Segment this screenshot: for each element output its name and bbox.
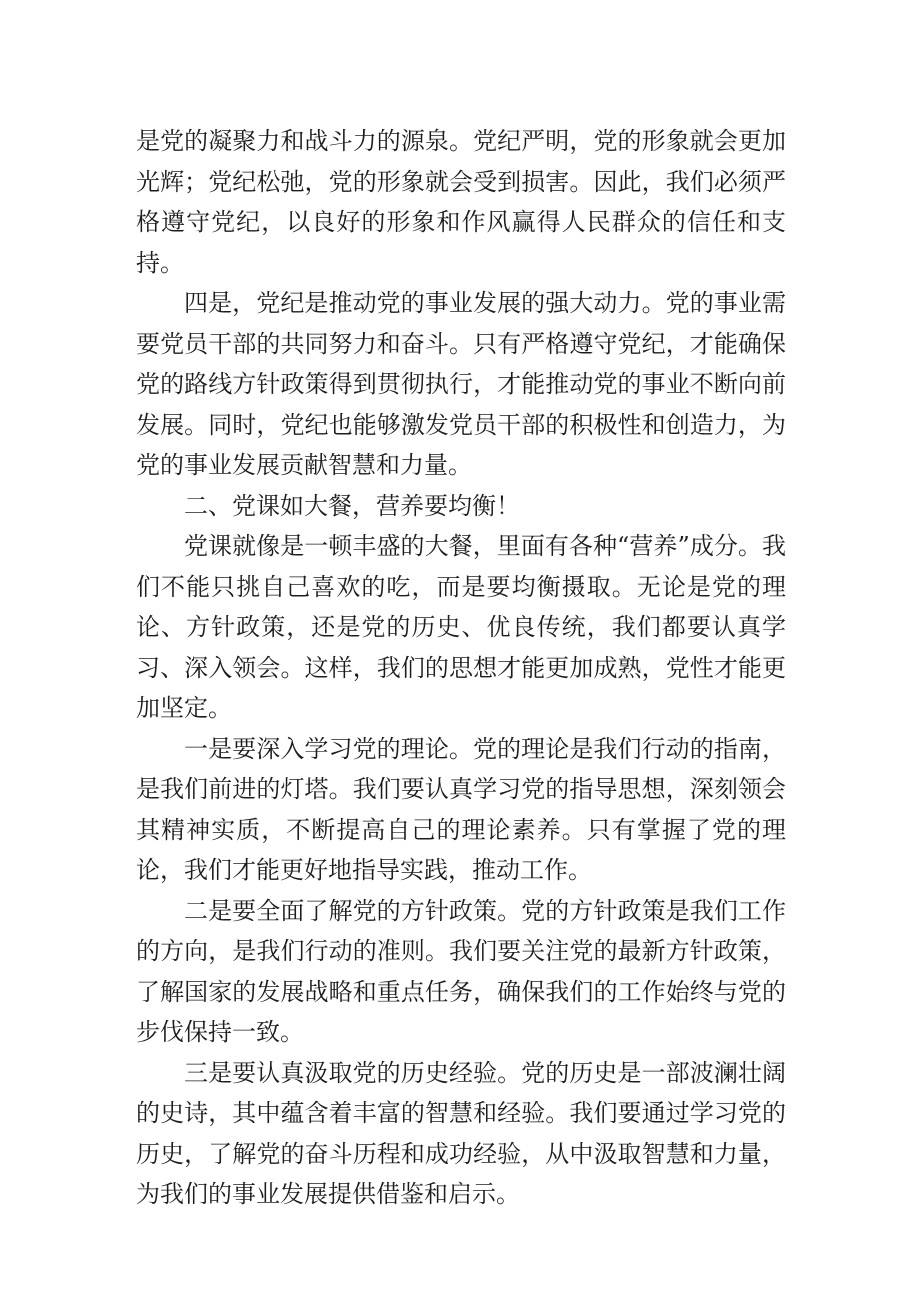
paragraph-point-three-history: 三是要认真汲取党的历史经验。党的历史是一部波澜壮阔的史诗，其中蕴含着丰富的智慧和经验。我们要通过学习党的历史，了解党的奋斗历程和成功经验，从中汲取智慧和力量，为我们的事业发展提供借鉴和启示。 bbox=[136, 1058, 786, 1208]
paragraph-point-two-policy: 二是要全面了解党的方针政策。党的方针政策是我们工作的方向，是我们行动的准则。我们要关注党的最新方针政策，了解国家的发展战略和重点任务，确保我们的工作始终与党的步伐保持一致。 bbox=[136, 896, 786, 1046]
document-body bbox=[136, 121, 786, 1215]
paragraph-point-one-theory: 一是要深入学习党的理论。党的理论是我们行动的指南，是我们前进的灯塔。我们要认真学习党的指导思想，深刻领会其精神实质，不断提高自己的理论素养。只有掌握了党的理论，我们才能更好地指导实践，推动工作。 bbox=[136, 734, 786, 884]
section-heading-two: 二、党课如大餐，营养要均衡！ bbox=[184, 491, 520, 520]
paragraph-party-class-meal: 党课就像是一顿丰盛的大餐，里面有各种“营养”成分。我们不能只挑自己喜欢的吃，而是要均衡摄取。无论是党的理论、方针政策，还是党的历史、优良传统，我们都要认真学习、深入领会。这样，我们的思想才能更加成熟，党性才能更加坚定。 bbox=[136, 532, 786, 722]
paragraph-party-discipline-image: 是党的凝聚力和战斗力的源泉。党纪严明，党的形象就会更加光辉；党纪松弛，党的形象就会受到损害。因此，我们必须严格遵守党纪，以良好的形象和作风赢得人民群众的信任和支持。 bbox=[136, 127, 786, 277]
paragraph-point-four: 四是，党纪是推动党的事业发展的强大动力。党的事业需要党员干部的共同努力和奋斗。只有严格遵守党纪，才能确保党的路线方针政策得到贯彻执行，才能推动党的事业不断向前发展。同时，党纪也能够激发党员干部的积极性和创造力，为党的事业发展贡献智慧和力量。 bbox=[136, 289, 786, 479]
